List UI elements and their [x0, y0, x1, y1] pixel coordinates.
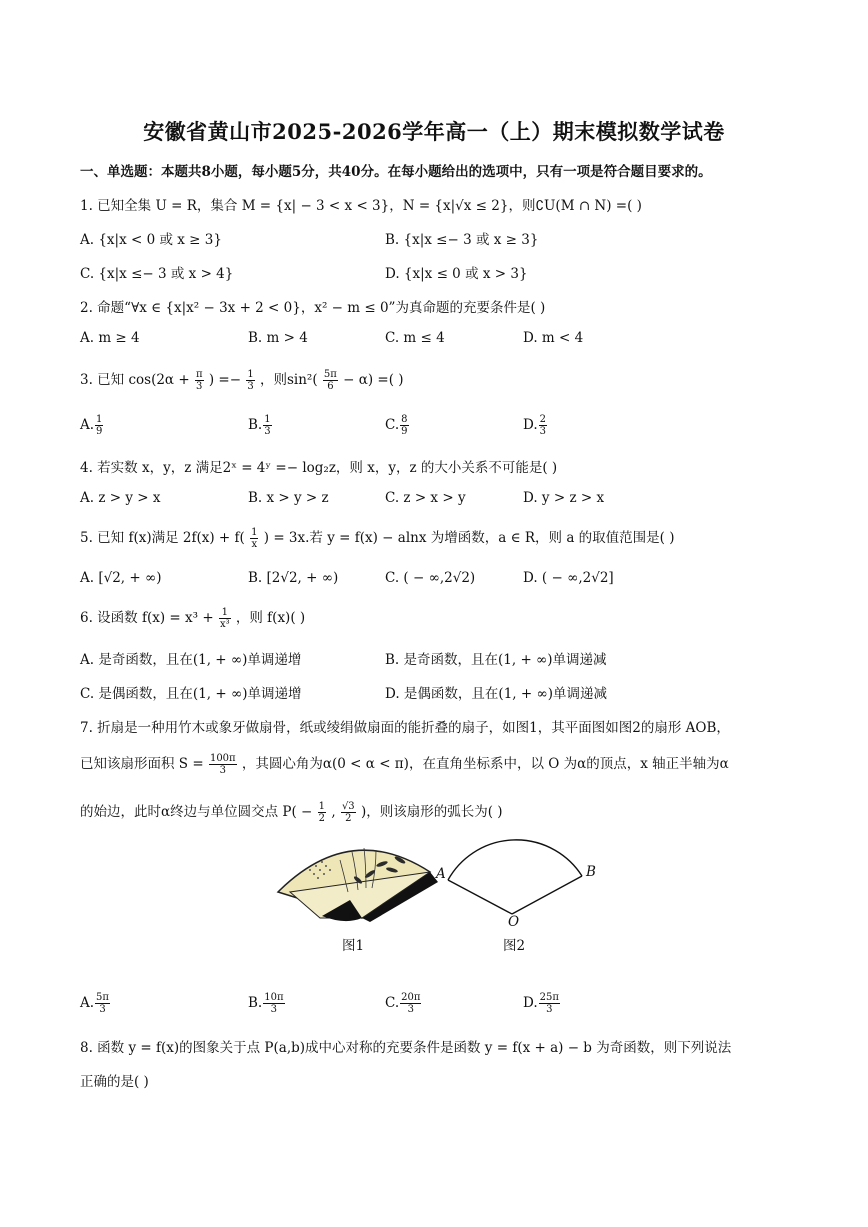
folding-fan-illustration: [278, 848, 438, 922]
q1-option-a: A. {x|x < 0 或 x ≥ 3}: [80, 232, 222, 248]
q3-option-c: C. $\frac{8}{9}$: [385, 414, 408, 437]
q5-option-b: B. [2√2, + ∞): [248, 570, 339, 586]
q5-option-d: D. ( − ∞,2√2]: [523, 570, 614, 586]
q7-option-d: D. $\frac{25\pi}{3}$: [523, 992, 559, 1015]
q3-option-d: D. $\frac{2}{3}$: [523, 414, 547, 437]
q4-option-b: B. x > y > z: [248, 490, 329, 506]
q7-figures: [270, 830, 610, 960]
q7-option-c: C. $\frac{20\pi}{3}$: [385, 992, 421, 1015]
q3-fraction-3: $\frac{5\pi}{6}$: [323, 369, 337, 392]
figure-1-caption: 图1: [342, 938, 365, 954]
q6-option-d: D. 是偶函数，且在(1, + ∞)单调递减: [385, 686, 607, 702]
q3-stem-part: 3. 已知 cos(2α +: [80, 372, 190, 388]
exam-title: 安徽省黄山市2025-2026学年高一（上）期末模拟数学试卷: [143, 119, 725, 144]
q2-option-a: A. m ≥ 4: [80, 330, 140, 346]
q7-area-fraction: $\frac{100\pi}{3}$: [209, 753, 236, 776]
q3-stem-part: ) =−: [208, 372, 242, 388]
section-heading: 一、单选题：本题共8小题，每小题5分，共40分。在每小题给出的选项中，只有一项是符合题目要求的。: [80, 164, 712, 180]
q7-line1: 7. 折扇是一种用竹木或象牙做扇骨，纸或绫绢做扇面的能折叠的扇子，如图1，其平面图如图2的扇形 AOB，: [80, 720, 730, 736]
q7-option-b: B. $\frac{10\pi}{3}$: [248, 992, 284, 1015]
q3-stem-part: ，则sin²(: [259, 372, 318, 388]
q2-option-b: B. m > 4: [248, 330, 308, 346]
q6-option-b: B. 是奇函数，且在(1, + ∞)单调递减: [385, 652, 607, 668]
q1-option-b: B. {x|x ≤− 3 或 x ≥ 3}: [385, 232, 539, 248]
point-b-label: B: [586, 864, 596, 880]
q8-line1: 8. 函数 y = f(x)的图象关于点 P(a,b)成中心对称的充要条件是函数 y = f(x + a) − b 为奇函数，则下列说法: [80, 1040, 732, 1056]
q5-option-c: C. ( − ∞,2√2): [385, 570, 476, 586]
q5-fraction: $\frac{1}{x}$: [251, 527, 258, 550]
q7-line3: 的始边，此时α终边与单位圆交点 P( − $\frac{1}{2}$ , $\frac{√3}{2}$ )，则该扇形的弧长为( ): [80, 801, 503, 824]
q3-option-a: A. $\frac{1}{9}$: [80, 414, 103, 437]
q5-stem: 5. 已知 f(x)满足 2f(x) + f( $\frac{1}{x}$ ) = 3x.若 y = f(x) − alnx 为增函数，a ∈ R，则 a 的取值范围是( ): [80, 527, 675, 550]
q7-line2: 已知该扇形面积 S = $\frac{100\pi}{3}$ ，其圆心角为α(0 < α < π)，在直角坐标系中，以 O 为α的顶点，x 轴正半轴为α: [80, 753, 729, 776]
q6-stem: 6. 设函数 f(x) = x³ + $\frac{1}{\text{x³}}$ ，则 f(x)( ): [80, 607, 306, 630]
q2-stem: 2. 命题“∀x ∈ {x|x² − 3x + 2 < 0}，x² − m ≤ 0”为真命题的充要条件是( ): [80, 300, 546, 316]
q2-option-c: C. m ≤ 4: [385, 330, 445, 346]
q3-option-b: B. $\frac{1}{3}$: [248, 414, 271, 437]
sector-aob-diagram: [448, 840, 582, 914]
q2-option-d: D. m < 4: [523, 330, 584, 346]
q7-option-a: A. $\frac{5\pi}{3}$: [80, 992, 109, 1015]
figure-2-caption: 图2: [503, 938, 526, 954]
q4-stem: 4. 若实数 x，y，z 满足2ˣ = 4ʸ =− log₂z，则 x，y，z 的大小关系不可能是( ): [80, 460, 558, 476]
q3-stem: [80, 368, 800, 392]
q6-fraction: $\frac{1}{\text{x³}}$: [219, 607, 230, 630]
q8-line2: 正确的是( ): [80, 1074, 149, 1090]
q5-option-a: A. [√2, + ∞): [80, 570, 162, 586]
q4-option-d: D. y > z > x: [523, 490, 605, 506]
point-a-label: A: [436, 866, 446, 882]
q6-option-a: A. 是奇函数，且在(1, + ∞)单调递增: [80, 652, 302, 668]
q1-option-c: C. {x|x ≤− 3 或 x > 4}: [80, 266, 234, 282]
q3-fraction-1: $\frac{\pi}{3}$: [195, 369, 203, 392]
q1-option-d: D. {x|x ≤ 0 或 x > 3}: [385, 266, 528, 282]
q3-stem-part: − α) =( ): [343, 372, 404, 388]
q6-option-c: C. 是偶函数，且在(1, + ∞)单调递增: [80, 686, 302, 702]
q1-stem: 1. 已知全集 U = R，集合 M = {x| − 3 < x < 3}，N = {x|√x ≤ 2}，则∁U(M ∩ N) =( ): [80, 198, 642, 214]
point-o-label: O: [508, 914, 520, 930]
q4-option-c: C. z > x > y: [385, 490, 466, 506]
q3-fraction-2: $\frac{1}{3}$: [247, 369, 254, 392]
q4-option-a: A. z > y > x: [80, 490, 161, 506]
